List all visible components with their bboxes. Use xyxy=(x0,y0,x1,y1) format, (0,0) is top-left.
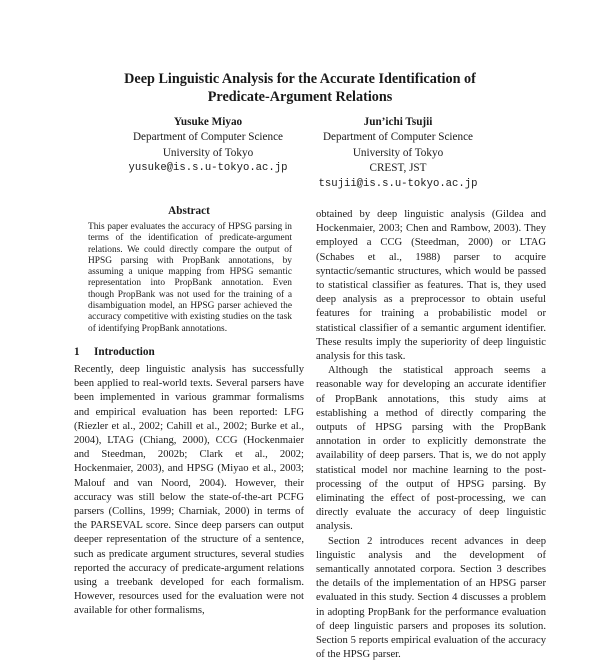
author-email: tsujii@is.s.u-tokyo.ac.jp xyxy=(318,177,478,190)
paper-title xyxy=(0,70,600,106)
author-email: yusuke@is.s.u-tokyo.ac.jp xyxy=(128,162,288,175)
title-line-2: Predicate-Argument Relations xyxy=(207,89,393,105)
author-block-2 xyxy=(278,115,518,192)
right-column xyxy=(316,208,546,663)
section-title: Introduction xyxy=(94,345,155,358)
author-affiliation: CREST, JST xyxy=(369,162,427,175)
abstract-text: This paper evaluates the accuracy of HPSG parsing in terms of the identification of predicate-argument relations. We could directly compare the output of HPSG parsing with PropBank annotations, by assuming a unique mapping from HPSG semantic representation into PropBank annotation. Even though PropBank was not used for the training of a disambiguation model, an HPSG parser achieved the accuracy competitive with existing studies on the task of identifying PropBank annotations. xyxy=(88,222,292,334)
author-name: Jun’ichi Tsujii xyxy=(363,116,433,128)
body-paragraph: Section 2 introduces recent advances in deep linguistic analysis and the development of semantically annotated corpora. Section 3 describes the details of the implementation of an HPSG parser evaluated in this study. Section 4 discusses a problem in adopting PropBank for the performance evaluation of deep linguistic parsers and proposes its solution. Section 5 reports empirical evaluation of the accuracy of the HPSG parser. xyxy=(316,535,546,661)
title-line-1: Deep Linguistic Analysis for the Accurate Identification of xyxy=(124,71,476,87)
author-department: Department of Computer Science xyxy=(132,131,284,144)
author-name: Yusuke Miyao xyxy=(173,116,243,128)
author-university: University of Tokyo xyxy=(352,146,444,159)
section-number: 1 xyxy=(74,345,80,358)
body-paragraph: Although the statistical approach seems a reasonable way for developing an accurate identifier of PropBank annotations, this study aims at establishing a method of directly comparing the outputs of HPSG parsing with the PropBank annotation in order to explicitly demonstrate the availability of deep parsers. That is, we do not apply statistical model nor machine learning to the post-processing of the output of HPSG parsing. By eliminating the effect of post-processing, we can directly evaluate the accuracy of deep linguistic analysis. xyxy=(316,365,546,533)
author-department: Department of Computer Science xyxy=(322,131,474,144)
intro-paragraph: Recently, deep linguistic analysis has successfully been applied to real-world texts. Several parsers have been implemented in various grammar formalisms and empirical evaluation has been reported: LFG (Riezler et al., 2002; Cahill et al., 2002; Burke et al., 2004), LTAG (Chiang, 2000), CCG (Hockenmaier and Steedman, 2002b; Clark et al., 2002; Hockenmaier, 2003), and HPSG (Miyao et al., 2003; Malouf and van Noord, 2004). However, their accuracy was still below the state-of-the-art PCFG parsers (Collins, 1999; Charniak, 2000) in terms of the PARSEVAL score. Since deep parsers can output deeper representation of the structure of a sentence, such as predicate argument structures, several studies reported the accuracy of predicate-argument relations using a treebank developed for each formalism. However, resources used for the evaluation were not available for other formalisms, xyxy=(74,363,304,617)
body-paragraph: obtained by deep linguistic analysis (Gildea and Hockenmaier, 2003; Chen and Rambow, 2003). They employed a CCG (Steedman, 2000) or LTAG (Schabes et al., 1988) parser to acquire syntactic/semantic structures, which would be passed to statistical classifier as features. That is, they used deep analysis as a preprocessor to obtain useful features for training a probabilistic model or statistical classifier of a semantic argument identifier. These results imply the superiority of deep linguistic analysis for this task. xyxy=(316,209,546,363)
author-university: University of Tokyo xyxy=(162,146,254,159)
left-column xyxy=(74,205,304,619)
section-heading xyxy=(74,346,304,358)
abstract-heading: Abstract xyxy=(168,205,210,217)
